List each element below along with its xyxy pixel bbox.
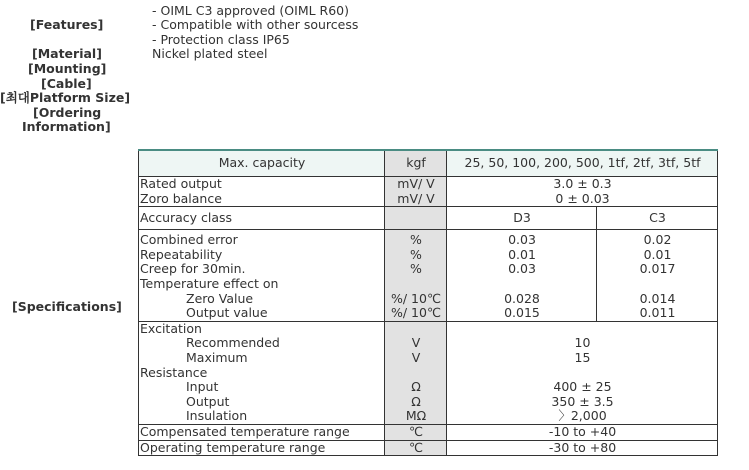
d3-header: D3: [447, 207, 597, 230]
table-row: [139, 277, 718, 292]
row-d3-value: 0.03: [447, 262, 597, 277]
material-label: [Material]: [32, 46, 102, 61]
row-value: 0 ± 0.03: [447, 192, 718, 207]
row-value: -10 to +40: [447, 424, 718, 440]
table-header-row: [139, 150, 718, 177]
row-value: 350 ± 3.5: [551, 393, 614, 409]
row-value: 15: [574, 349, 591, 365]
row-c3-value: 0.02: [643, 232, 672, 248]
table-row: [139, 262, 718, 277]
features-label: [Features]: [30, 17, 104, 32]
row-unit: [385, 277, 447, 292]
row-unit: %/ 10℃: [385, 292, 447, 307]
row-value: 400 ± 25: [553, 379, 612, 395]
row-unit: %: [385, 230, 447, 248]
row-name: Output value: [139, 306, 385, 321]
row-unit: mV/ V: [385, 177, 447, 192]
row-value: 10: [574, 335, 591, 351]
row-name: Resistance: [140, 364, 208, 380]
unit-header: kgf: [385, 150, 447, 177]
row-unit: [385, 321, 447, 336]
row-name: Zoro balance: [139, 192, 385, 207]
platform-size-label: [최대Platform Size]: [0, 90, 131, 105]
row-value: [447, 321, 718, 336]
specifications-label: [Specifications]: [12, 299, 122, 314]
table-row: [139, 395, 718, 410]
table-row: [139, 351, 718, 366]
row-unit: ℃: [385, 424, 447, 440]
row-c3-value: [597, 277, 718, 292]
table-row: [139, 321, 718, 336]
row-unit: %: [385, 262, 447, 277]
capacity-values: 25, 50, 100, 200, 500, 1tf, 2tf, 3tf, 5tf: [447, 150, 718, 177]
row-d3-value: 0.01: [447, 248, 597, 263]
row-unit: [385, 366, 447, 381]
row-name: Creep for 30min.: [140, 261, 246, 277]
row-unit: Ω: [385, 380, 447, 395]
ordering-label-line1: [Ordering: [33, 105, 102, 120]
row-name: Temperature effect on: [140, 275, 279, 291]
row-unit: mV/ V: [385, 192, 447, 207]
row-c3-value: 0.011: [597, 306, 718, 321]
feature-item: - Compatible with other sourcess: [152, 17, 359, 32]
row-value: -30 to +80: [548, 439, 617, 455]
table-row: [139, 192, 718, 207]
c3-header: C3: [597, 207, 718, 230]
row-unit: MΩ: [385, 409, 447, 424]
cable-label: [Cable]: [41, 76, 92, 91]
table-row: [139, 230, 718, 248]
row-unit: %/ 10℃: [385, 306, 447, 321]
row-d3-value: [447, 277, 597, 292]
feature-item: - OIML C3 approved (OIML R60): [152, 3, 350, 18]
table-row: [139, 292, 718, 307]
row-c3-value: 0.014: [639, 290, 676, 306]
row-value: 3.0 ± 0.3: [553, 176, 612, 191]
ordering-label-line2: Information]: [22, 119, 111, 134]
feature-item: - Protection class IP65: [152, 32, 290, 47]
row-name: Input: [186, 379, 219, 395]
row-d3-value: 0.03: [447, 230, 597, 248]
table-row: [139, 440, 718, 456]
table-row: [139, 366, 718, 381]
row-unit: ℃: [385, 440, 447, 456]
row-name: Excitation: [140, 320, 202, 336]
row-unit: Ω: [385, 395, 447, 410]
table-row: [139, 409, 718, 424]
row-name: Compensated temperature range: [139, 424, 385, 440]
table-row: [139, 306, 718, 321]
row-name: Combined error: [140, 232, 238, 248]
row-name: Recommended: [186, 335, 280, 351]
row-name: Repeatability: [140, 246, 223, 262]
row-unit: [385, 207, 447, 230]
table-row: [139, 248, 718, 263]
row-name: Rated output: [140, 176, 222, 191]
row-name: Maximum: [186, 349, 248, 365]
specifications-table: [138, 149, 718, 456]
row-c3-value: 0.01: [643, 246, 672, 262]
table-row: [139, 336, 718, 351]
row-unit: V: [385, 336, 447, 351]
row-d3-value: 0.015: [447, 306, 597, 321]
row-name: Zero Value: [186, 290, 254, 306]
row-value: [447, 366, 718, 381]
row-name: Insulation: [139, 409, 385, 424]
row-name: Output: [186, 393, 230, 409]
table-row: [139, 177, 718, 192]
row-name: Accuracy class: [139, 207, 385, 230]
row-d3-value: 0.028: [447, 292, 597, 307]
table-row: [139, 424, 718, 440]
row-c3-value: 0.017: [639, 261, 676, 277]
material-value: Nickel plated steel: [152, 46, 268, 61]
row-unit: V: [385, 351, 447, 366]
table-row: [139, 380, 718, 395]
row-value: 〉2,000: [447, 409, 718, 424]
table-row: [139, 207, 718, 230]
max-capacity-header: Max. capacity: [139, 150, 385, 177]
row-unit: %: [385, 248, 447, 263]
mounting-label: [Mounting]: [28, 61, 107, 76]
row-name: Operating temperature range: [140, 439, 326, 455]
